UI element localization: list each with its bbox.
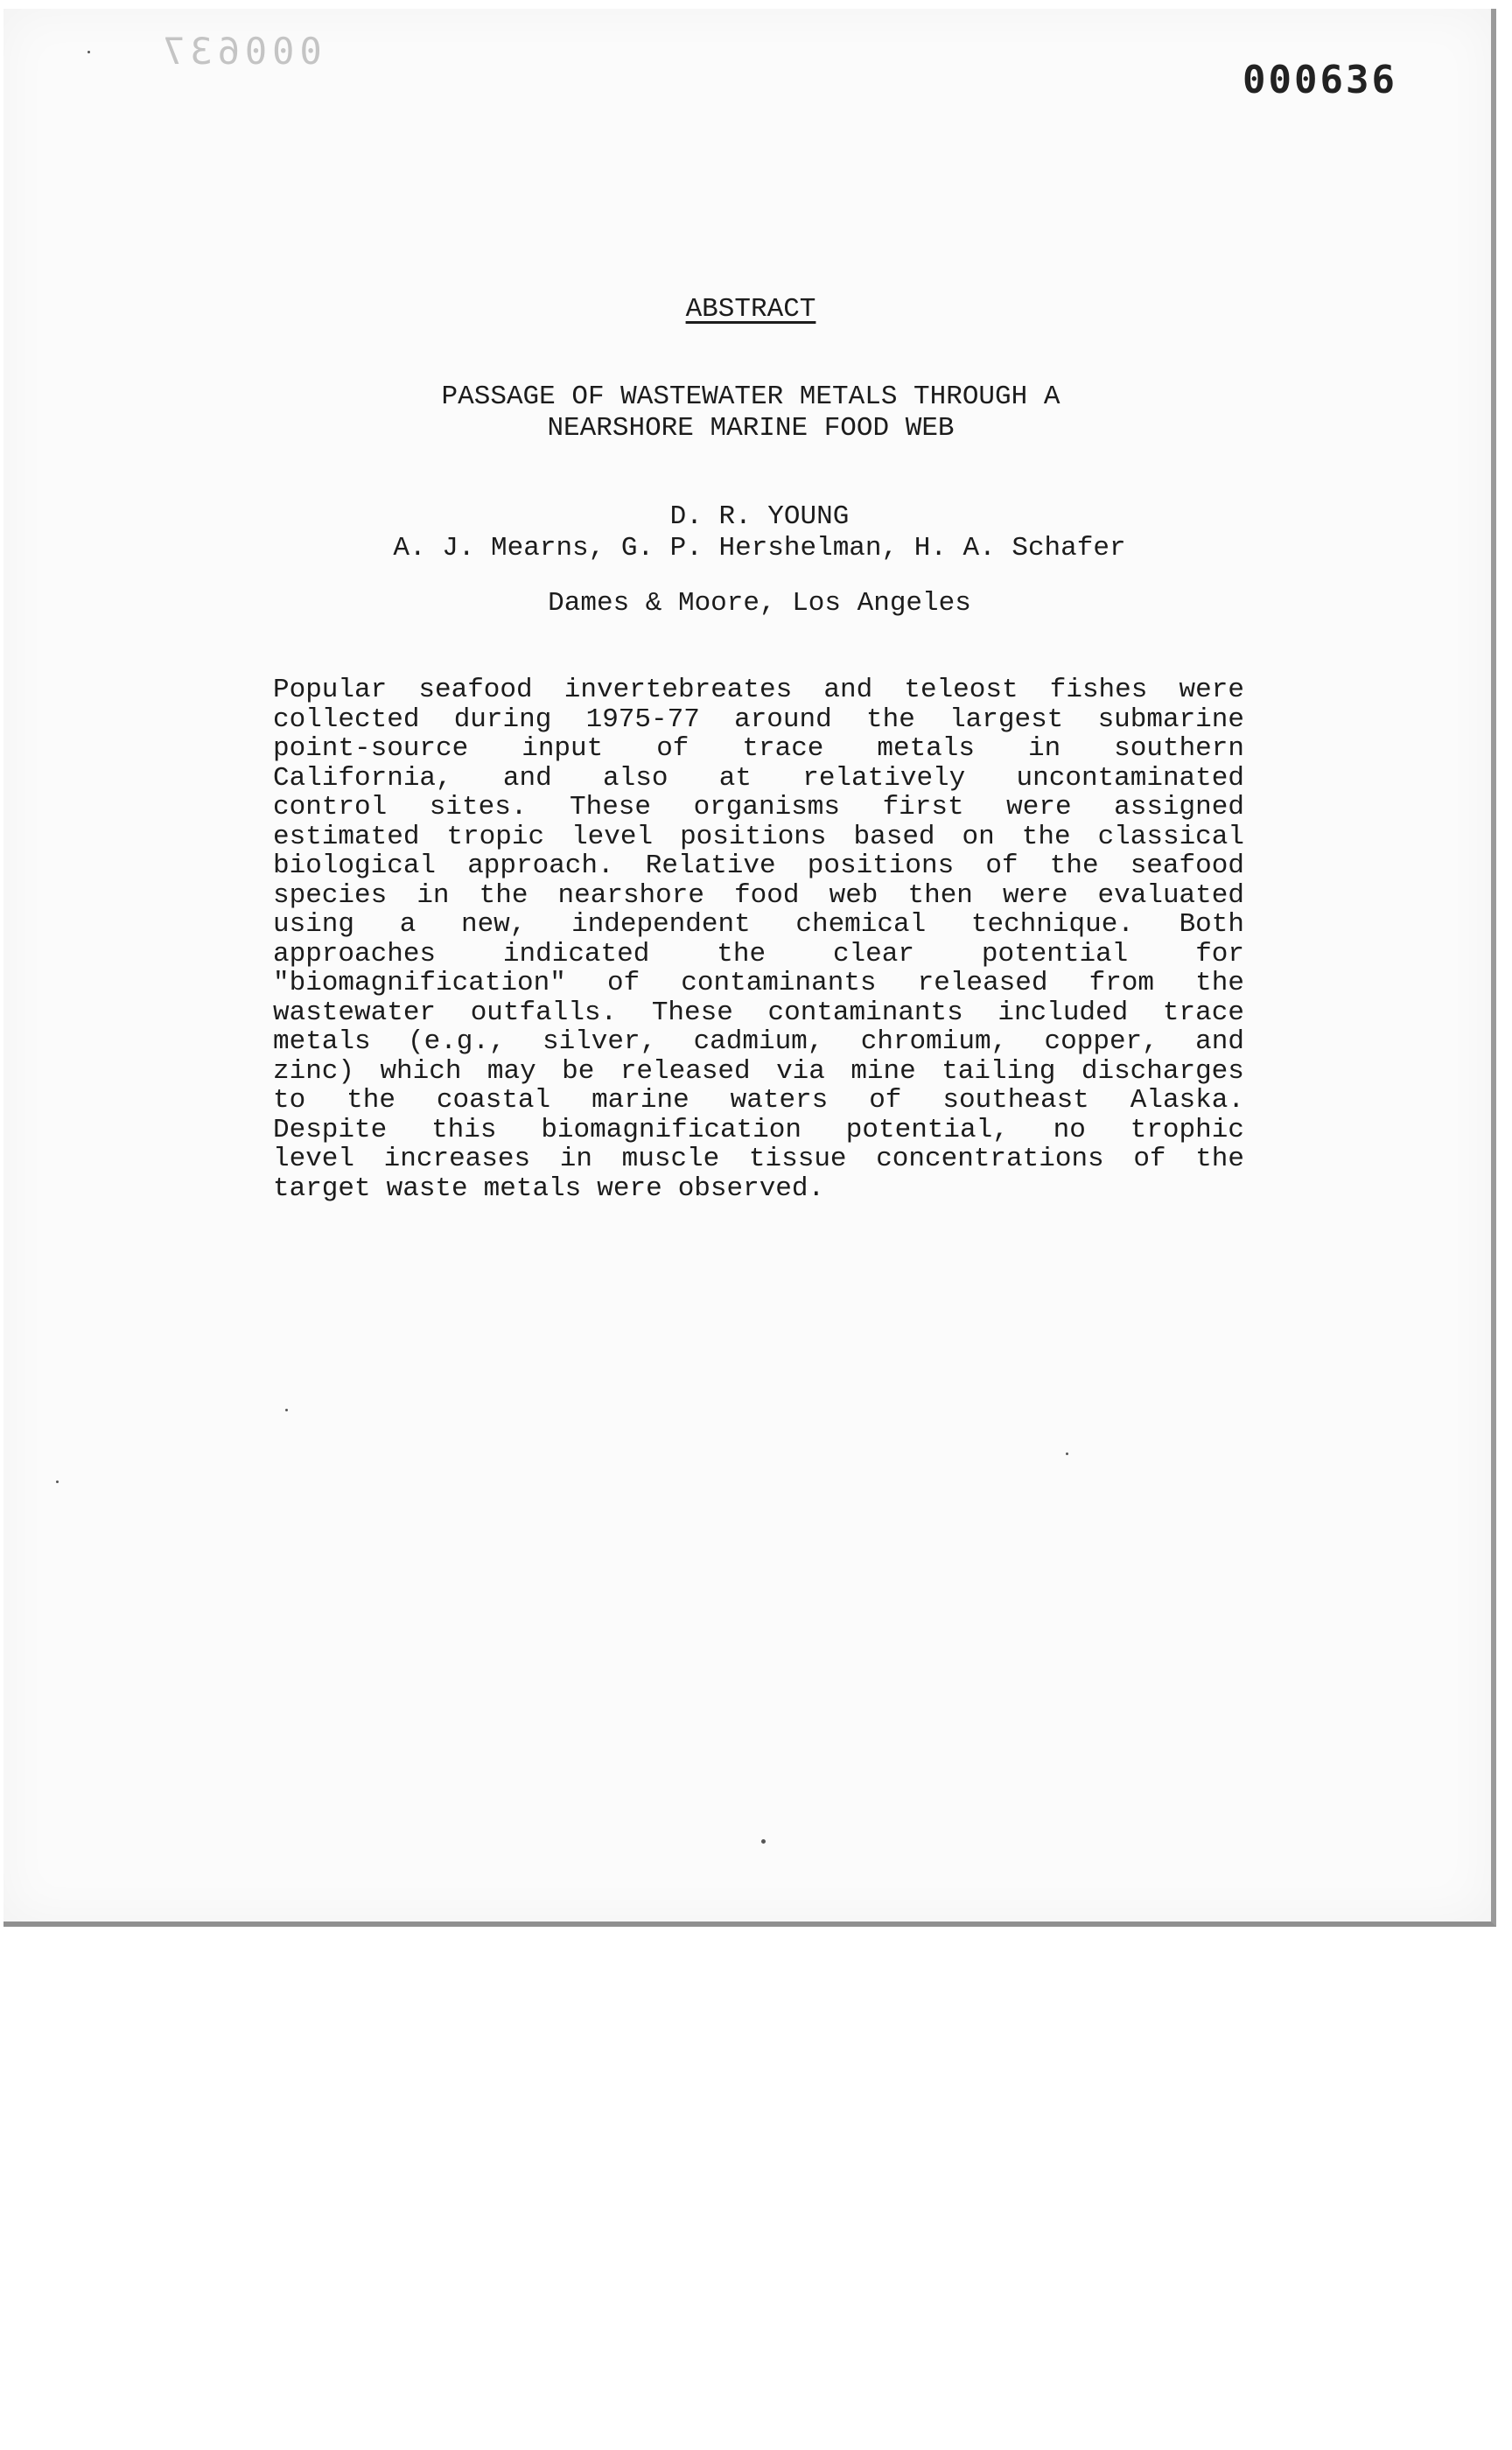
abstract-line: biological approach. Relative positions of the seafood [273, 850, 1244, 881]
abstract-body [273, 676, 1244, 1203]
bleed-through-page-number: 000637 [158, 30, 322, 73]
abstract-line: wastewater outfalls. These contaminants included trace [273, 997, 1244, 1028]
scan-speck [88, 51, 90, 53]
abstract-heading-text: ABSTRACT [685, 294, 816, 325]
abstract-line: zinc) which may be released via mine tailing discharges [273, 1055, 1244, 1087]
abstract-line: California, and also at relatively uncontaminated [273, 762, 1244, 794]
abstract-line: Popular seafood invertebreates and teleost fishes were [273, 675, 1244, 705]
abstract-line: point-source input of trace metals in southern [273, 733, 1244, 764]
abstract-line: "biomagnification" of contaminants released from the [273, 968, 1244, 998]
scan-speck [1066, 1452, 1068, 1455]
scan-speck [285, 1409, 288, 1411]
abstract-line: estimated tropic level positions based on the classical [273, 821, 1244, 852]
abstract-line: using a new, independent chemical technique. Both [273, 909, 1244, 940]
author-block [4, 501, 1512, 564]
scan-speck [56, 1480, 59, 1483]
abstract-line: Despite this biomagnification potential, no trophic [273, 1114, 1244, 1145]
page-number-stamp: 000636 [1242, 58, 1397, 102]
scan-speck [761, 1839, 766, 1844]
abstract-heading [4, 294, 1498, 325]
abstract-line: target waste metals were observed. [273, 1172, 825, 1204]
title-line-2: NEARSHORE MARINE FOOD WEB [547, 413, 955, 444]
co-authors: A. J. Mearns, G. P. Hershelman, H. A. Schafer [393, 533, 1126, 564]
abstract-line: approaches indicated the clear potential for [273, 938, 1244, 970]
affiliation: Dames & Moore, Los Angeles [548, 588, 971, 619]
abstract-line: collected during 1975-77 around the largest submarine [273, 704, 1244, 735]
abstract-line: metals (e.g., silver, cadmium, chromium, copper, and [273, 1026, 1244, 1057]
abstract-line: to the coastal marine waters of southeast Alaska. [273, 1085, 1244, 1116]
lead-author: D. R. YOUNG [669, 501, 850, 532]
abstract-line: species in the nearshore food web then were evaluated [273, 879, 1244, 911]
abstract-line: level increases in muscle tissue concentrations of the [273, 1144, 1244, 1174]
title-line-1: PASSAGE OF WASTEWATER METALS THROUGH A [441, 382, 1060, 412]
scanned-page [4, 9, 1496, 1927]
abstract-line: control sites. These organisms first were assigned [273, 792, 1244, 822]
paper-title [4, 382, 1498, 444]
